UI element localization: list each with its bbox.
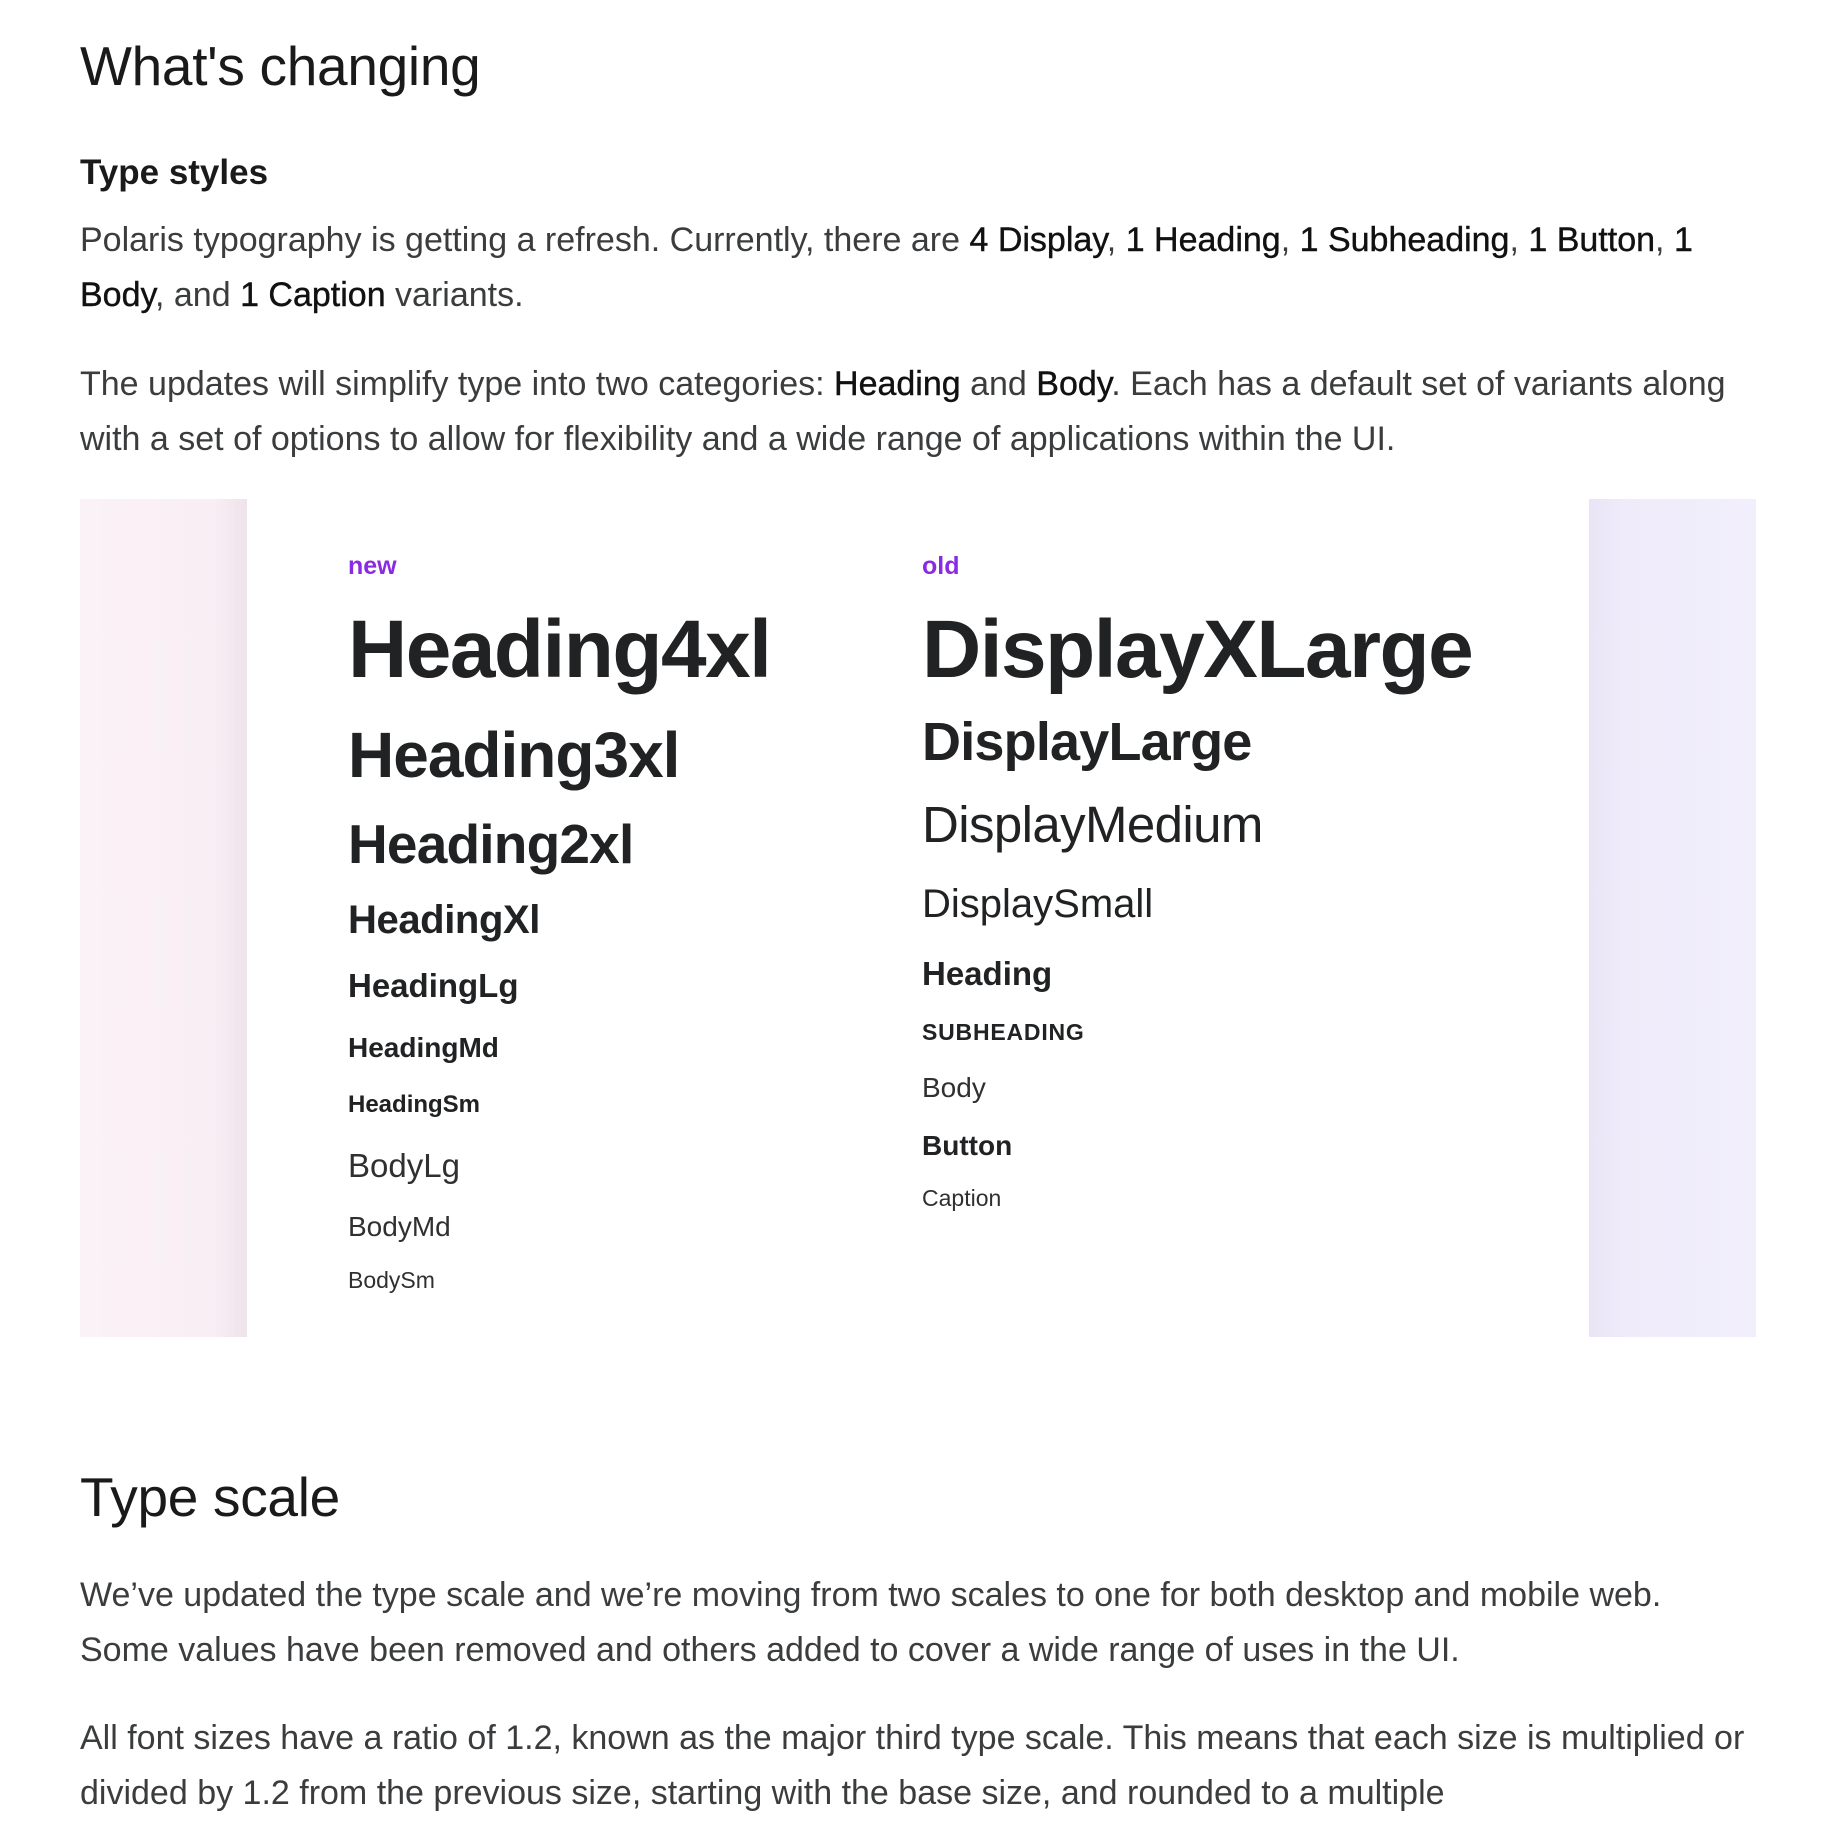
sample-display-small: DisplaySmall [922, 882, 1154, 926]
text: , [1509, 221, 1529, 259]
sample-subheading: SUBHEADING [922, 1019, 1085, 1045]
page-title: What's changing [80, 35, 481, 97]
emphasis: Heading [834, 365, 961, 403]
sample-body-md: BodyMd [348, 1211, 451, 1242]
type-styles-heading: Type styles [80, 153, 269, 192]
type-scale-heading: Type scale [80, 1466, 340, 1528]
emphasis: 1 Body [80, 221, 1693, 314]
sample-display-xlarge: DisplayXLarge [922, 604, 1473, 695]
old-tag: old [922, 552, 960, 580]
sample-heading-lg: HeadingLg [348, 967, 519, 1004]
text: , [1655, 221, 1674, 259]
emphasis: 1 Button [1528, 221, 1656, 259]
type-scale-paragraph-1: We’ve updated the type scale and we’re moving from two scales to one for both desktop and mobile web. Some values have been removed and others added to cover a wide range of uses in the UI. [80, 1576, 1662, 1669]
text: , [1280, 221, 1300, 259]
left-decorative-band [80, 499, 247, 1337]
text: variants. [385, 276, 524, 314]
emphasis: 1 Caption [240, 276, 386, 314]
text: The updates will simplify type into two categories: [80, 365, 835, 403]
sample-caption: Caption [922, 1185, 1002, 1211]
new-tag: new [348, 552, 397, 580]
type-styles-paragraph-1 [80, 213, 1756, 323]
emphasis: 1 Subheading [1299, 221, 1510, 259]
type-comparison-image [80, 499, 1756, 1337]
sample-heading-2xl: Heading2xl [348, 813, 634, 875]
text: Polaris typography is getting a refresh. Currently, there are [80, 221, 970, 259]
sample-heading: Heading [922, 955, 1053, 992]
right-decorative-band [1589, 499, 1756, 1337]
sample-heading-3xl: Heading3xl [348, 719, 680, 791]
sample-body-sm: BodySm [348, 1267, 435, 1293]
sample-button: Button [922, 1130, 1013, 1161]
type-styles-paragraph-2 [80, 357, 1756, 467]
text: and [960, 365, 1037, 403]
sample-heading-sm: HeadingSm [348, 1091, 481, 1118]
text: , and [154, 276, 241, 314]
type-scale-paragraph-2: All font sizes have a ratio of 1.2, known as the major third type scale. This means that each size is multiplied or divided by 1.2 from the previous size, starting with the base size, and rounded to a multiple [80, 1719, 1745, 1812]
emphasis: 1 Heading [1125, 221, 1281, 259]
text: , [1106, 221, 1126, 259]
sample-heading-md: HeadingMd [348, 1032, 499, 1063]
sample-body-lg: BodyLg [348, 1147, 460, 1184]
emphasis: 4 Display [969, 221, 1107, 259]
emphasis: Body [1036, 365, 1112, 403]
sample-body: Body [922, 1072, 986, 1103]
sample-heading-xl: HeadingXl [348, 898, 540, 942]
sample-display-large: DisplayLarge [922, 712, 1252, 772]
text: . Each has a default set of variants along with a set of options to allow for flexibility and a wide range of applications within the UI. [80, 365, 1726, 458]
sample-heading-4xl: Heading4xl [348, 604, 771, 695]
sample-display-medium: DisplayMedium [922, 796, 1263, 853]
